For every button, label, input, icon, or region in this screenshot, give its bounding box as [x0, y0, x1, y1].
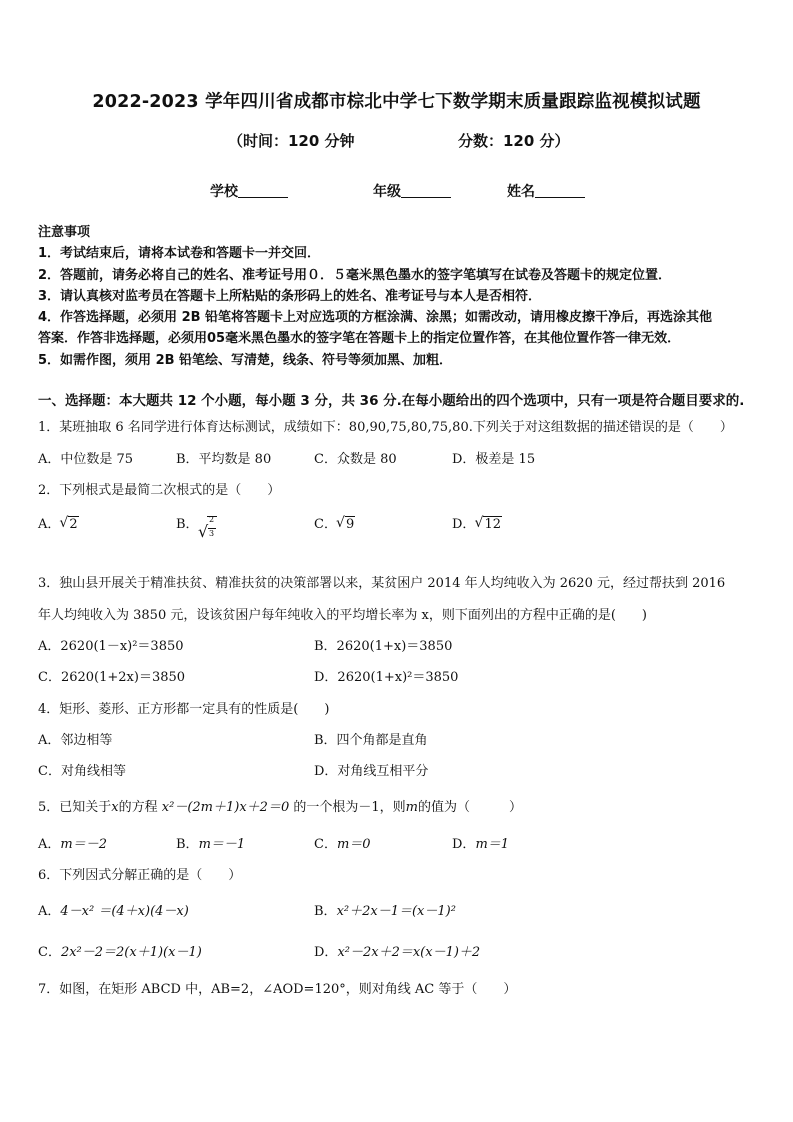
notes-heading: 注意事项	[38, 225, 91, 240]
q3-option-c[interactable]: C．2620(1+2x)＝3850	[38, 670, 186, 685]
q6-option-b[interactable]: B．x²＋2x－1＝(x－1)²	[314, 904, 456, 919]
q4-option-b[interactable]: B．四个角都是直角	[314, 733, 428, 748]
school-field[interactable]	[210, 181, 288, 201]
question-7-stem: 7．如图，在矩形 ABCD 中，AB=2，∠AOD=120°，则对角线 AC 等于（ ）	[38, 982, 517, 997]
notes-line: 4．作答选择题，必须用 2B 铅笔将答题卡上对应选项的方框涂满、涂黑；如需改动，请用橡皮擦干净后，再选涂其他	[38, 310, 713, 326]
name-blank[interactable]	[535, 183, 585, 198]
sqrt-expression: √ 2	[60, 517, 78, 532]
question-3-stem-line-1: 3．独山县开展关于精准扶贫、精准扶贫的决策部署以来，某贫困户 2014 年人均纯收入为 2620 元，经过帮扶到 2016	[38, 576, 726, 591]
q5-option-c[interactable]: C．m＝0	[314, 837, 371, 852]
section-heading: 一、选择题：本大题共 12 个小题，每小题 3 分，共 36 分.在每小题给出的四个选项中，只有一项是符合题目要求的.	[38, 393, 745, 409]
q1-option-d[interactable]: D．极差是 15	[452, 452, 536, 467]
q2-option-b[interactable]	[176, 513, 199, 532]
q1-option-a[interactable]: A．中位数是 75	[38, 452, 134, 467]
school-label: 学校	[210, 184, 238, 200]
equation: x²－(2m＋1)x＋2＝0	[161, 800, 290, 815]
grade-blank[interactable]	[401, 183, 451, 198]
q2-option-c[interactable]	[314, 513, 355, 532]
q4-option-a[interactable]: A．邻边相等	[38, 733, 113, 748]
question-6-stem: 6．下列因式分解正确的是（ ）	[38, 868, 242, 883]
option-label: A．	[38, 517, 61, 532]
notes-line: 5．如需作图，须用 2B 铅笔绘、写清楚，线条、符号等须加黑、加粗．	[38, 352, 453, 368]
name-label: 姓名	[507, 184, 535, 200]
name-field[interactable]	[507, 181, 585, 201]
q1-option-b[interactable]: B．平均数是 80	[176, 452, 272, 467]
q4-option-c[interactable]: C．对角线相等	[38, 764, 126, 779]
notes-line: 2．答题前，请务必将自己的姓名、准考证号用０．５毫米黑色墨水的签字笔填写在试卷及答题卡的规定位置．	[38, 267, 672, 283]
exam-score: 分数：120 分）	[458, 132, 570, 150]
exam-title: 2022-2023 学年四川省成都市棕北中学七下数学期末质量跟踪监视模拟试题	[92, 92, 701, 112]
q3-option-d[interactable]: D．2620(1+x)²＝3850	[314, 670, 459, 685]
sqrt-expression: √ 9	[337, 517, 355, 532]
option-label: C．	[314, 517, 337, 532]
q3-option-a[interactable]: A．2620(1－x)²＝3850	[38, 639, 184, 654]
q2-option-d[interactable]	[452, 513, 502, 532]
sqrt-expression: √ 12	[475, 517, 502, 532]
q3-option-b[interactable]: B．2620(1+x)＝3850	[314, 639, 453, 654]
q6-option-c[interactable]: C．2x²－2＝2(x＋1)(x－1)	[38, 945, 202, 960]
option-label: B．	[176, 517, 199, 532]
q6-option-d[interactable]: D．x²－2x＋2＝x(x－1)＋2	[314, 945, 481, 960]
grade-field[interactable]	[373, 181, 451, 201]
q2-option-a[interactable]	[38, 513, 79, 532]
question-5-stem: 5．已知关于x的方程 x²－(2m＋1)x＋2＝0 的一个根为－1，则m的值为（ ）	[38, 800, 522, 815]
q6-option-a[interactable]: A．4－x² ＝(4＋x)(4－x)	[38, 904, 189, 919]
q1-option-c[interactable]: C．众数是 80	[314, 452, 397, 467]
q5-option-d[interactable]: D．m＝1	[452, 837, 510, 852]
exam-time: （时间：120 分钟	[228, 132, 355, 150]
notes-line: 3．请认真核对监考员在答题卡上所粘贴的条形码上的姓名、准考证号与本人是否相符．	[38, 288, 542, 304]
option-label: D．	[452, 517, 476, 532]
question-1-stem: 1．某班抽取 6 名同学进行体育达标测试，成绩如下：80,90,75,80,75,80.下列关于对这组数据的描述错误的是（ ）	[38, 420, 733, 435]
notes-block	[38, 222, 758, 371]
school-blank[interactable]	[238, 183, 288, 198]
notes-line: 1．考试结束后，请将本试卷和答题卡一并交回．	[38, 246, 321, 262]
q5-option-b[interactable]: B．m＝－1	[176, 837, 246, 852]
q4-option-d[interactable]: D．对角线互相平分	[314, 764, 429, 779]
q5-option-a[interactable]: A．m＝－2	[38, 837, 107, 852]
notes-line: 答案．作答非选择题，必须用05毫米黑色墨水的签字笔在答题卡上的指定位置作答，在其他位置作答一律无效．	[38, 331, 681, 347]
sqrt-fraction-expression: √ 2 3	[198, 512, 218, 548]
question-4-stem: 4．矩形、菱形、正方形都一定具有的性质是( )	[38, 702, 330, 717]
grade-label: 年级	[373, 184, 401, 200]
question-2-stem: 2．下列根式是最简二次根式的是（ ）	[38, 483, 281, 498]
question-3-stem-line-2: 年人均纯收入为 3850 元，设该贫困户每年纯收入的平均增长率为 x，则下面列出的方程中正确的是( )	[38, 608, 647, 623]
